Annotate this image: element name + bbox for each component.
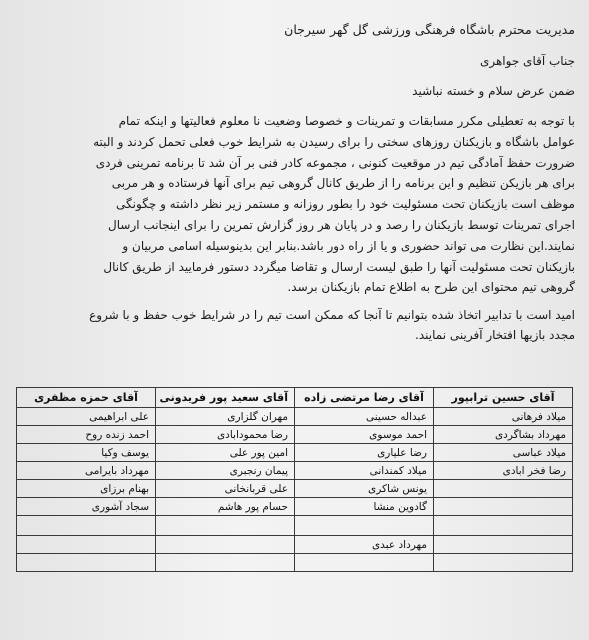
paragraph-line: با توجه به تعطیلی مکرر مسابقات و تمرینات و خصوصا وضعیت نا معلوم فعالیتها و اینکه تمام [118, 114, 575, 128]
player-name-cell [17, 516, 156, 536]
player-name-cell: یونس شاکری [295, 480, 434, 498]
player-name-cell: رضا علیاری [295, 444, 434, 462]
player-name-cell: رضا محمودابادی [156, 426, 295, 444]
table-row [17, 408, 573, 426]
coach-player-table [16, 387, 573, 572]
player-name-cell [156, 536, 295, 554]
table-row [17, 426, 573, 444]
column-header-coach: آقای سعید پور فریدونی [156, 388, 295, 408]
paragraph-line: مجدد بازیها افتخار آفرینی نمایند. [415, 328, 575, 342]
letter-greeting: ضمن عرض سلام و خسته نباشید [412, 84, 575, 98]
player-name-cell: حسام پور هاشم [156, 498, 295, 516]
table-row [17, 498, 573, 516]
paragraph-line: بازیکنان تحت مسئولیت آنها را طبق لیست ارسال و تقاضا میگردد دستور فرمایید از طریق کانال [103, 259, 575, 274]
player-name-cell [295, 516, 434, 536]
player-name-cell: گادوین منشا [295, 498, 434, 516]
player-name-cell [156, 516, 295, 536]
table-body [17, 408, 573, 572]
player-name-cell: مهرداد عبدی [295, 536, 434, 554]
column-header-coach: آقای حمزه مظفری [17, 388, 156, 408]
table-header-row [17, 388, 573, 408]
player-name-cell: پیمان رنجبری [156, 462, 295, 480]
paragraph-line: گروهی تیم محتوای این طرح به اطلاع تمام بازیکنان برسد. [287, 280, 575, 295]
paragraph-line: ضرورت حفظ آمادگی تیم در موقعیت کنونی ، مجموعه کادر فنی بر آن شد تا برنامه تمرینی فردی [95, 155, 575, 170]
player-name-cell: میلاد کمندانی [295, 462, 434, 480]
letter-salutation: جناب آقای جواهری [479, 54, 575, 68]
player-name-cell: یوسف وکیا [17, 444, 156, 462]
paragraph-line: موظف است بازیکنان تحت مسئولیت خود را بطور روزانه و مستمر زیر نظر داشته و چگونگی [116, 197, 575, 212]
player-name-cell: سجاد آشوری [17, 498, 156, 516]
player-name-cell: مهرداد بایرامی [17, 462, 156, 480]
table-row [17, 554, 573, 572]
player-name-cell: احمد موسوی [295, 426, 434, 444]
table-row [17, 480, 573, 498]
player-name-cell: علی ابراهیمی [17, 408, 156, 426]
player-name-cell: احمد زنده روح [17, 426, 156, 444]
player-name-cell [434, 554, 573, 572]
player-name-cell [434, 498, 573, 516]
player-name-cell: میلاد فرهانی [434, 408, 573, 426]
player-name-cell [434, 536, 573, 554]
player-name-cell: مهرداد بشاگردی [434, 426, 573, 444]
player-name-cell: میلاد عباسی [434, 444, 573, 462]
letter-paragraph-2 [15, 305, 575, 345]
player-name-cell: علی قربانخانی [156, 480, 295, 498]
player-name-cell [434, 516, 573, 536]
player-name-cell: مهران گلزاری [156, 408, 295, 426]
paragraph-line: برای هر بازیکن تنظیم و این برنامه را از طریق کانال گروهی تیم برای آنها فرستاده و هر مربی [111, 176, 575, 191]
paragraph-line: عوامل باشگاه و بازیکنان روزهای سختی را برای رسیدن به شرایط خوب فعلی تحمل کردند و البته [93, 134, 575, 149]
table-row [17, 536, 573, 554]
player-name-cell [17, 536, 156, 554]
column-header-coach: آقای حسین ترابپور [434, 388, 573, 408]
paragraph-line: اجرای تمرینات توسط بازیکنان را رصد و در پایان هر روز گزارش تمرین را برای اینجانب ارسال [108, 217, 575, 232]
player-name-cell: رضا فخر ابادی [434, 462, 573, 480]
table-row [17, 516, 573, 536]
letter-paragraph-1 [15, 111, 575, 298]
player-name-cell [295, 554, 434, 572]
player-name-cell [17, 554, 156, 572]
player-name-cell: امین پور علی [156, 444, 295, 462]
paragraph-line: نمایند.این نظارت می تواند حضوری و یا از راه دور باشد.بنابر این بدینوسیله اسامی مربیان و [122, 238, 575, 253]
player-name-cell: عبداله حسینی [295, 408, 434, 426]
player-name-cell [434, 480, 573, 498]
player-name-cell: بهنام برزای [17, 480, 156, 498]
paragraph-line: امید است با تدابیر اتخاذ شده بتوانیم تا آنجا که ممکن است تیم را در شرایط خوب حفظ و با شروع [89, 308, 575, 322]
letter-title: مدیریت محترم باشگاه فرهنگی ورزشی گل گهر سیرجان [284, 22, 575, 37]
player-name-cell [156, 554, 295, 572]
table-row [17, 462, 573, 480]
column-header-coach: آقای رضا مرتضی زاده [295, 388, 434, 408]
table-row [17, 444, 573, 462]
